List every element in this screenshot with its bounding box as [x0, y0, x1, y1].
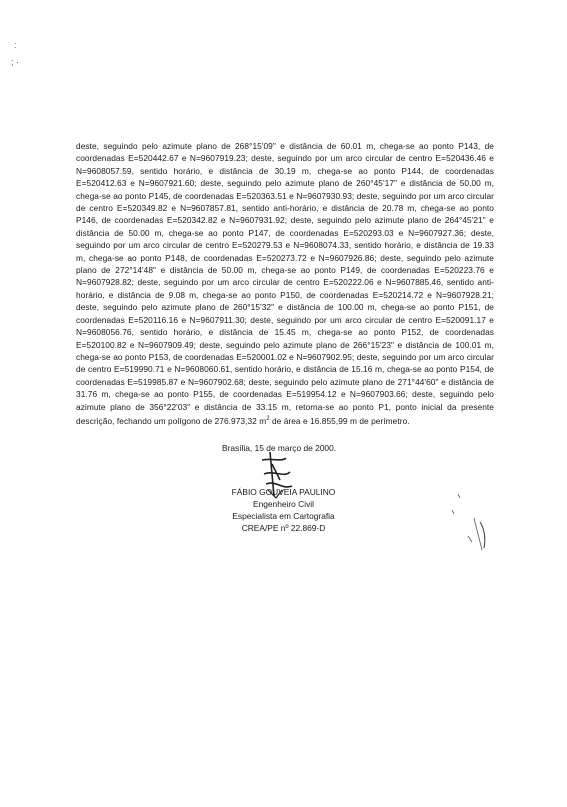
- place-date: Brasília, 15 de março de 2000.: [222, 443, 337, 453]
- document-body: [76, 140, 494, 427]
- scan-mark-bottom: ; ·: [11, 57, 19, 67]
- signer-name: FÁBIO GOUVEIA PAULINO: [231, 487, 336, 497]
- area-superscript: 2: [266, 415, 270, 422]
- paragraph-text: deste, seguindo pelo azimute plano de 268°15'09" e distância de 60.01 m, chega-se ao ponto P143, de coordenadas E=520442.67 e N=9607919.23; deste, seguindo por um arco circular de centro E=520436.46 e N=9608057.59, sentido horário, e distância de 30.19 m, chega-se ao ponto P144, de coordenadas E=520412.63 e N=9607921.60; deste, seguindo pelo azimute plano de 260°45'17" e distância de 50.00 m, chega-se ao ponto P145, de coordenadas E=520363.51 e N=9607930.93; deste, seguindo por um arco circular de centro E=520349.82 e N=9607857.81, sentido anti-horário, e distância de 20.78 m, chega-se ao ponto P146, de coordenadas E=520342.82 e N=9607931.92; deste, seguindo pelo azimute plano de 264°45'21" e distância de 50.00 m, chega-se ao ponto P147, de coordenadas E=520293.03 e N=9607927.36; deste, seguindo por um arco circular de centro E=520279.53 e N=9608074.33, sentido horário, e distância de 19.33 m, chega-se ao ponto P148, de coordenadas E=520273.72 e N=9607926.86; deste, seguindo pelo azimute plano de 272°14'48" e distância de 50.00 m, chega-se ao ponto P149, de coordenadas E=520223.76 e N=9607928.82; deste, seguindo por um arco circular de centro E=520222.06 e N=9607885.46, sentido anti-horário, e distância de 9.08 m, chega-se ao ponto P150, de coordenadas E=520214.72 e N=9607928.21; deste, seguindo pelo azimute plano de 260°15'32" e distância de 100.00 m, chega-se ao ponto P151, de coordenadas E=520116.16 e N=9607911.30; deste, seguindo por um arco circular de centro E=520091.17 e N=9608056.76, sentido horário, e distância de 15.45 m, chega-se ao ponto P152, de coordenadas E=520100.82 e N=9607909.49; deste, seguindo pelo azimute plano de 266°15'23" e distância de 100.01 m, chega-se ao ponto P153, de coordenadas E=520001.02 e N=9607902.95; deste, seguindo por um arco circular de centro E=519990.71 e N=9608060.61, sentido horário, e distância de 15.16 m, chega-se ao ponto P154, de coordenadas E=519985.87 e N=9607902.68; deste, seguindo pelo azimute plano de 271°44'60" e distância de 31.76 m, chega-se ao ponto P155, de coordenadas E=519954.12 e N=9607903.66; deste, seguindo pelo azimute plano de 356°22'03" e distância de 33.15 m, retorna-se ao ponto P1, ponto inicial da presente descrição, fechando um polígono de 276.973,32 m: [76, 141, 494, 426]
- signer-title-1: Engenheiro Civil: [253, 499, 314, 509]
- signer-registration: CREA/PE nº 22.869-D: [241, 523, 326, 533]
- scan-mark-top: :: [14, 40, 17, 50]
- paragraph-tail: de área e 16.855,99 m de perímetro.: [269, 415, 410, 426]
- description-paragraph: [76, 140, 494, 427]
- margin-initials: [444, 488, 494, 558]
- signer-title-2: Especialista em Cartografia: [232, 511, 335, 521]
